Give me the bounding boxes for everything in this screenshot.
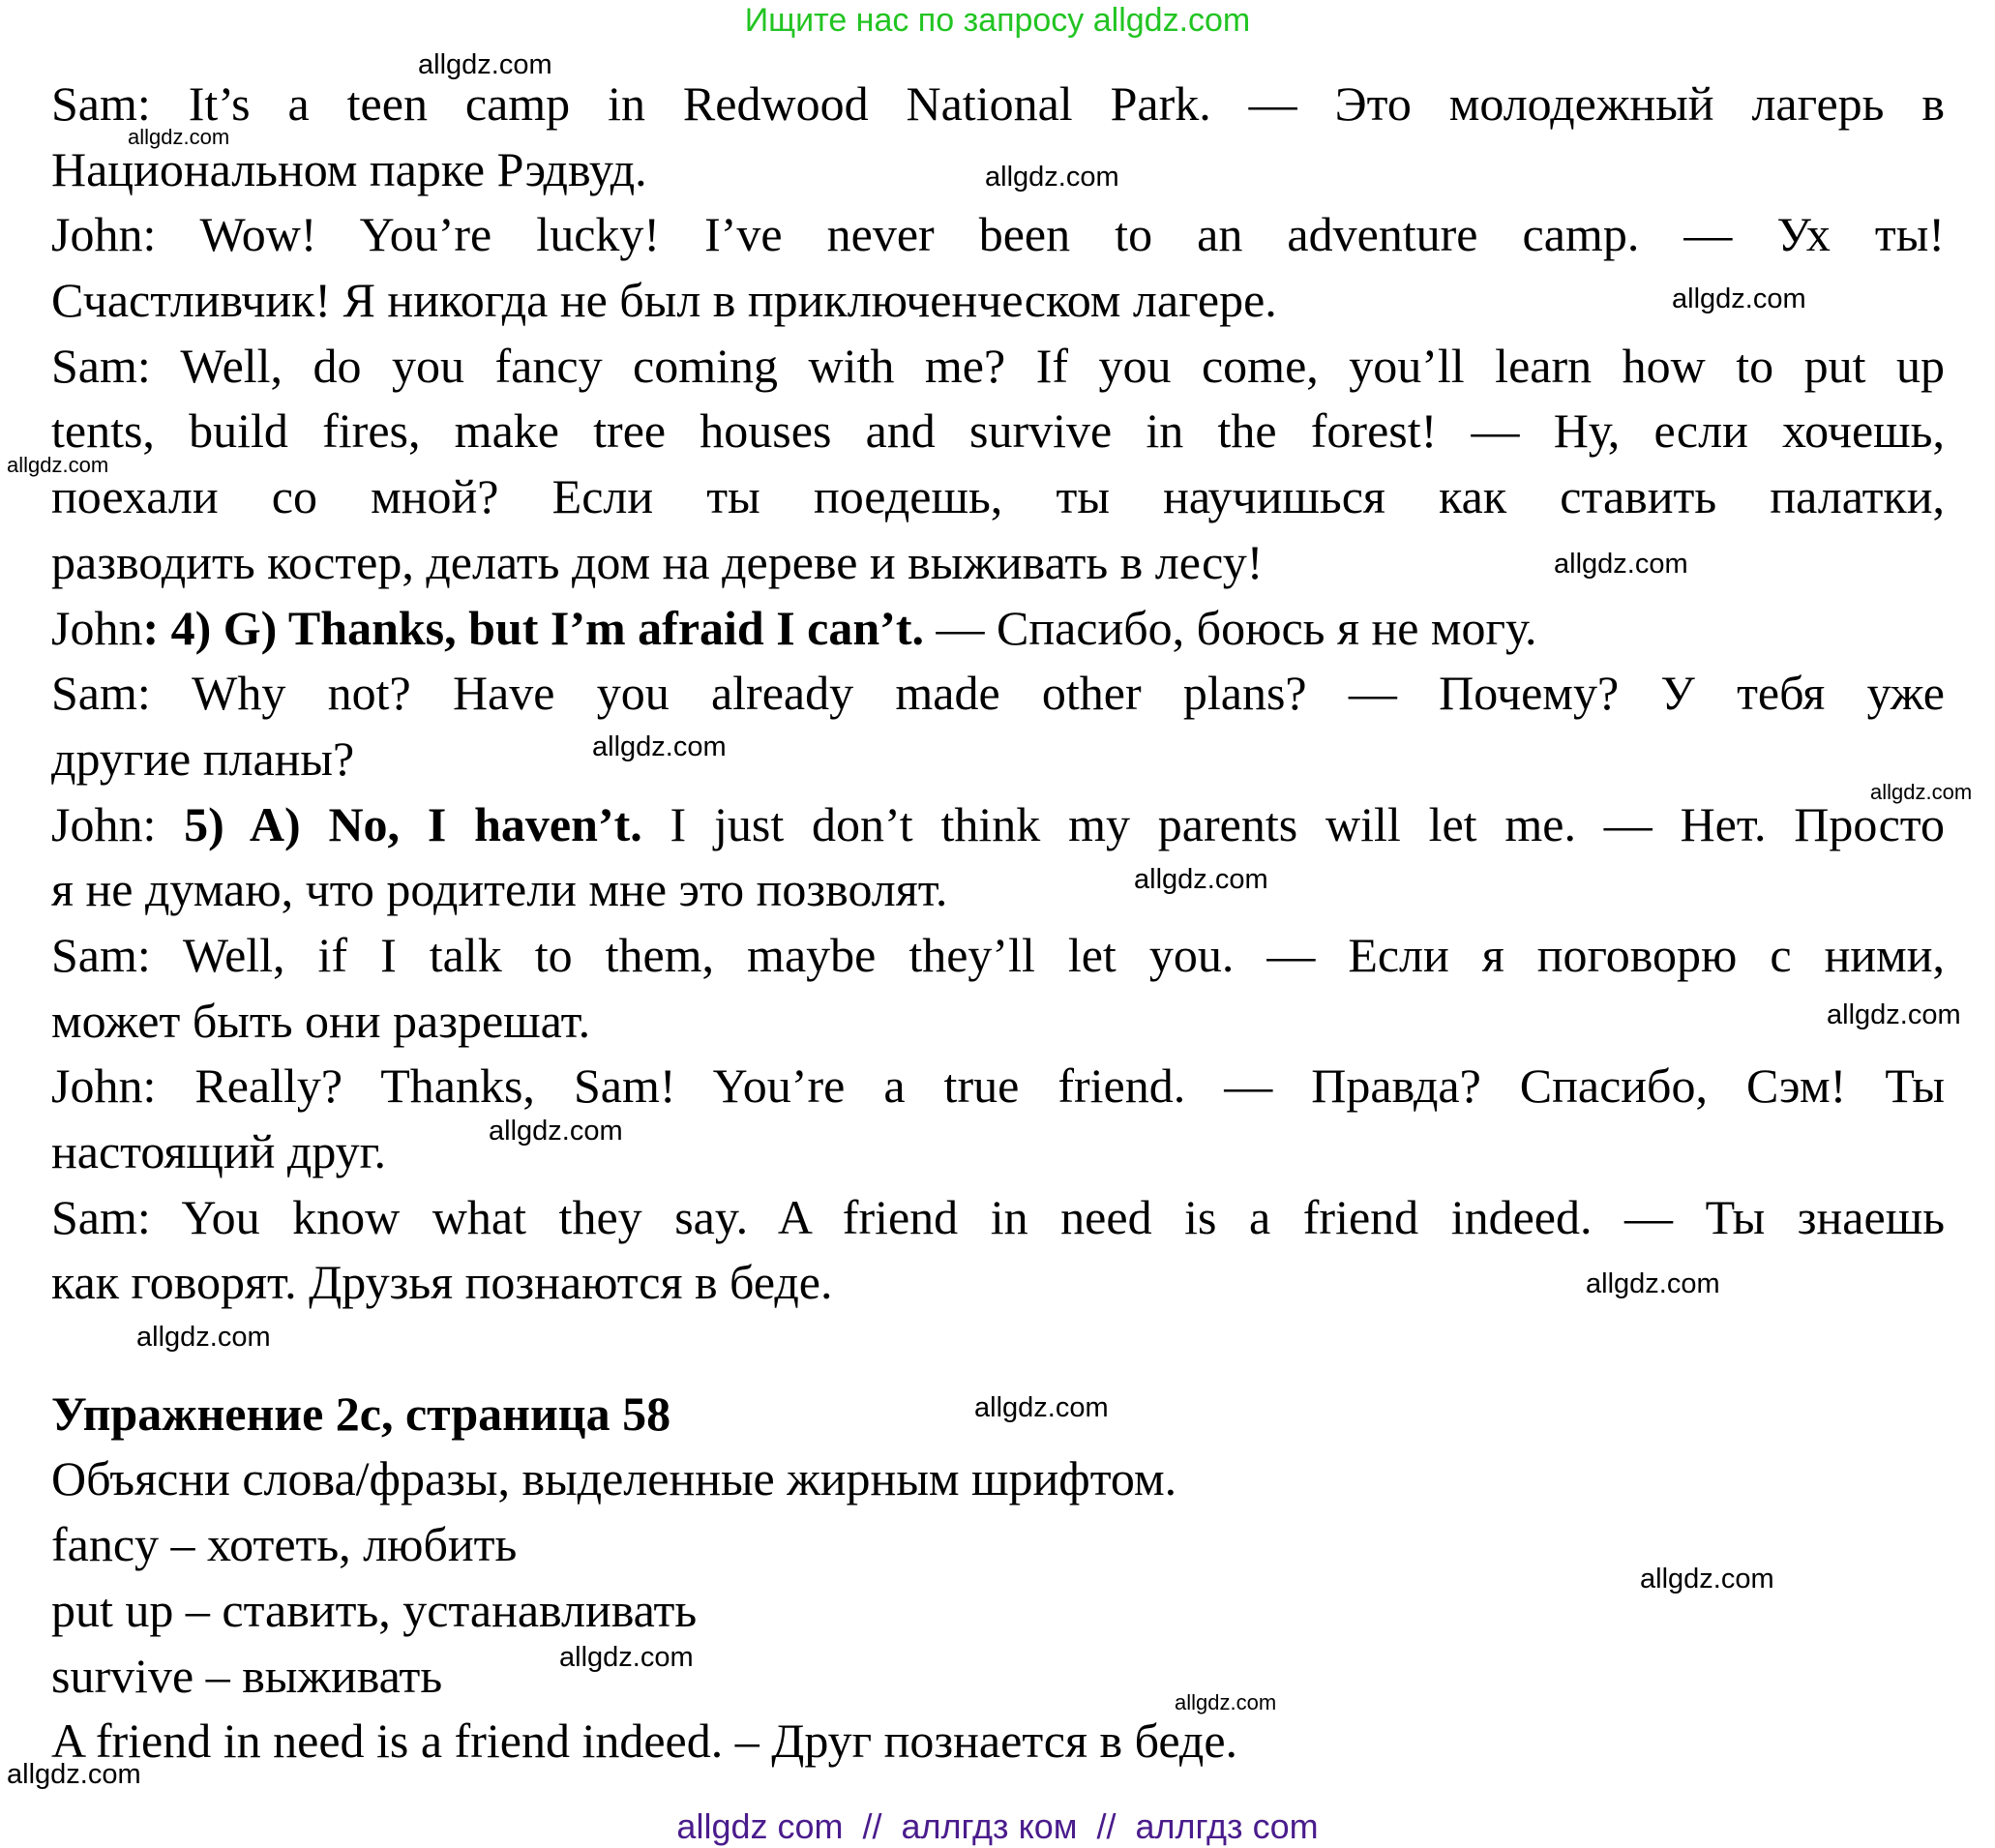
watermark: allgdz.com — [7, 1759, 141, 1790]
text-line — [51, 202, 1945, 268]
bold-answer-text: 5) A) No, I haven’t. — [184, 796, 642, 851]
watermark: allgdz.com — [1554, 549, 1688, 580]
text-segment: Sam: Why not? Have you already made other plans? — Почему? У тебя уже — [51, 666, 1945, 721]
text-segment: A friend in need is a friend indeed. – Друг познается в беде. — [51, 1714, 1238, 1769]
text-segment: может быть они разрешат. — [51, 993, 591, 1048]
text-line — [51, 1054, 1945, 1119]
text-segment: survive – выживать — [51, 1648, 443, 1703]
text-segment: разводить костер, делать дом на дереве и выживать в лесу! — [51, 534, 1264, 589]
text-segment: я не думаю, что родители мне это позволят. — [51, 862, 948, 917]
text-segment: Объясни слова/фразы, выделенные жирным шрифтом. — [51, 1451, 1177, 1506]
watermark: allgdz.com — [592, 731, 727, 762]
text-line — [51, 661, 1945, 727]
watermark: allgdz.com — [418, 49, 552, 80]
text-segment: Sam: It’s a teen camp in Redwood National Park. — Это молодежный лагерь в — [51, 76, 1945, 131]
watermark: allgdz.com — [489, 1116, 623, 1147]
watermark: allgdz.com — [128, 125, 230, 149]
text-segment: Sam: You know what they say. A friend in need is a friend indeed. — Ты знаешь — [51, 1189, 1945, 1244]
watermark: allgdz.com — [1827, 999, 1961, 1030]
watermark: allgdz.com — [136, 1322, 271, 1353]
text-segment: I just don’t think my parents will let me. — Нет. Просто — [641, 796, 1946, 851]
text-segment: другие планы? — [51, 730, 355, 786]
watermark: allgdz.com — [1586, 1268, 1720, 1299]
top-search-banner: Ищите нас по запросу allgdz.com — [744, 2, 1251, 39]
watermark: allgdz.com — [559, 1642, 694, 1673]
watermark: allgdz.com — [1134, 864, 1268, 895]
watermark: allgdz.com — [1870, 780, 1973, 804]
bold-answer-text: : 4) G) Thanks, but I’m afraid I can’t. — [142, 600, 924, 655]
bold-answer-text: Упражнение 2c, страница 58 — [51, 1386, 671, 1441]
bottom-site-banner: allgdz com // аллгдз ком // аллгдз com — [676, 1806, 1319, 1846]
text-line — [51, 399, 1945, 464]
text-line — [51, 1316, 1945, 1382]
text-line — [51, 1185, 1945, 1251]
text-segment: tents, build fires, make tree houses and survive in the forest! — Ну, если хочешь, — [51, 403, 1945, 459]
text-line — [51, 857, 1945, 923]
text-line — [51, 596, 1945, 662]
watermark: allgdz.com — [7, 453, 109, 477]
text-segment: настоящий друг. — [51, 1124, 387, 1178]
text-line — [51, 727, 1945, 792]
text-line — [51, 1116, 1945, 1185]
text-line — [51, 334, 1945, 400]
text-line — [51, 923, 1945, 989]
watermark: allgdz.com — [1175, 1690, 1277, 1714]
document-body — [51, 72, 1945, 1774]
text-segment: John: Wow! You’re lucky! I’ve never been to an adventure camp. — Ух ты! — [51, 207, 1945, 262]
text-segment: Sam: Well, if I talk to them, maybe they’ll let you. — Если я поговорю с ними, — [51, 927, 1945, 982]
watermark: allgdz.com — [1672, 283, 1806, 314]
text-line — [51, 72, 1945, 137]
text-line — [51, 1644, 1945, 1710]
text-segment: Национальном парке Рэдвуд. — [51, 141, 647, 196]
text-segment: John — [51, 600, 143, 655]
text-segment: John: Really? Thanks, Sam! You’re a true friend. — Правда? Спасибо, Сэм! Ты — [51, 1058, 1945, 1114]
text-line — [51, 268, 1945, 334]
watermark: allgdz.com — [985, 162, 1119, 193]
text-segment: как говорят. Друзья познаются в беде. — [51, 1255, 833, 1310]
text-segment: John: — [51, 796, 185, 851]
watermark: allgdz.com — [1640, 1564, 1774, 1595]
text-line — [51, 792, 1945, 858]
text-line — [51, 1709, 1945, 1774]
text-line — [51, 1446, 1945, 1512]
watermark: allgdz.com — [974, 1392, 1109, 1423]
text-segment: Счастливчик! Я никогда не был в приключенческом лагере. — [51, 273, 1277, 328]
text-segment: поехали со мной? Если ты поедешь, ты научишься как ставить палатки, — [51, 469, 1945, 524]
text-segment: fancy – хотеть, любить — [51, 1517, 518, 1572]
text-line — [51, 989, 1945, 1055]
text-line — [51, 464, 1945, 530]
text-segment: put up – ставить, устанавливать — [51, 1582, 698, 1637]
text-segment: — Спасибо, боюсь я не могу. — [923, 600, 1537, 655]
text-segment: Sam: Well, do you fancy coming with me? If you come, you’ll learn how to put up — [51, 338, 1945, 393]
